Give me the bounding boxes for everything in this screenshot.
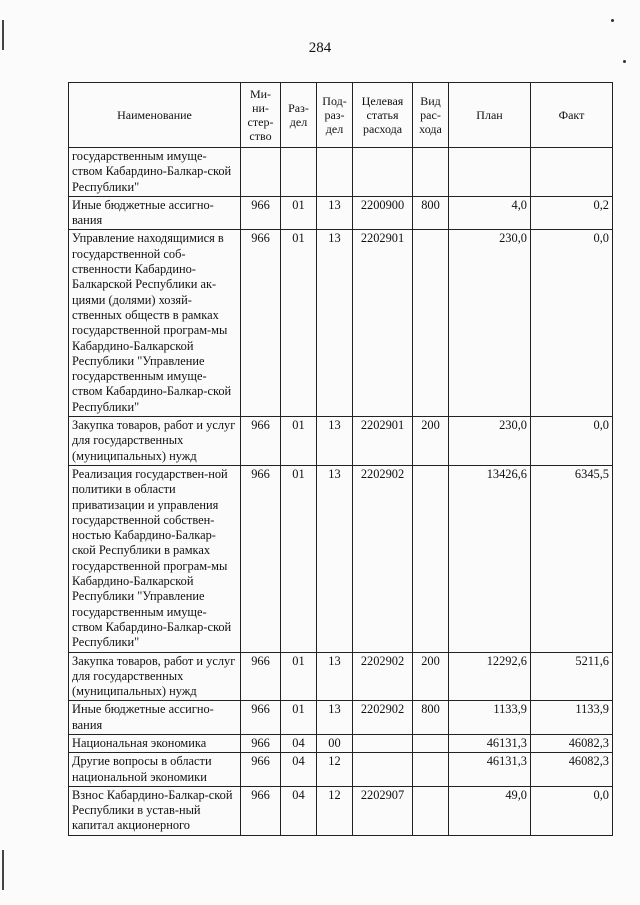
table-row [69,465,613,652]
row-fact: 46082,3 [531,753,613,787]
row-section: 01 [281,465,317,652]
scan-edge-line [2,850,4,890]
header-target: Целевая статья расхода [353,83,413,148]
row-fact: 0,2 [531,196,613,230]
row-plan: 13426,6 [449,465,531,652]
page-number: 284 [308,40,332,56]
row-subsection: 00 [317,734,353,752]
table-row [69,652,613,701]
row-name: Управление находящимися в государственной соб-ственности Кабардино-Балкарской Республики ак-циями (долями) хозяй-ственных обществ в рамках государственной програм-мы Кабардино-Балкарской Республики "Управление государственным имуще-ством Кабардино-Балкар-ской Республики" [69,230,241,417]
row-type [413,734,449,752]
row-fact: 46082,3 [531,734,613,752]
row-plan: 230,0 [449,230,531,417]
row-target: 2200900 [353,196,413,230]
scan-speck [611,19,614,22]
header-type: Вид рас-хода [413,83,449,148]
row-name: Другие вопросы в области национальной экономики [69,753,241,787]
row-subsection: 13 [317,701,353,735]
row-subsection: 13 [317,230,353,417]
row-ministry: 966 [241,652,281,701]
row-type [413,230,449,417]
row-section: 01 [281,417,317,466]
row-target [353,148,413,197]
row-ministry: 966 [241,417,281,466]
row-name: Иные бюджетные ассигно-вания [69,701,241,735]
row-target: 2202902 [353,465,413,652]
row-type [413,465,449,652]
row-name: государственным имуще-ством Кабардино-Балкар-ской Республики" [69,148,241,197]
row-plan [449,148,531,197]
row-section [281,148,317,197]
row-plan: 4,0 [449,196,531,230]
row-type [413,753,449,787]
row-fact [531,148,613,197]
row-type: 800 [413,701,449,735]
row-type [413,148,449,197]
row-section: 04 [281,786,317,835]
budget-table [68,82,613,836]
row-fact: 6345,5 [531,465,613,652]
table-row [69,230,613,417]
table-row [69,148,613,197]
row-name: Закупка товаров, работ и услуг для государственных (муниципальных) нужд [69,417,241,466]
row-section: 01 [281,701,317,735]
row-ministry: 966 [241,734,281,752]
row-type: 200 [413,652,449,701]
scan-edge-line [2,20,4,50]
row-ministry: 966 [241,786,281,835]
row-plan: 49,0 [449,786,531,835]
table-row [69,734,613,752]
row-plan: 46131,3 [449,753,531,787]
table-row [69,786,613,835]
row-name: Закупка товаров, работ и услуг для государственных (муниципальных) нужд [69,652,241,701]
row-name: Взнос Кабардино-Балкар-ской Республики в устав-ный капитал акционерного [69,786,241,835]
row-name: Реализация государствен-ной политики в области приватизации и управления государственной собствен-ностью Кабардино-Балкар-ской Республики в рамках государственной програм-мы Кабардино-Балкарской Республики "Управление государственным имуще-ством Кабардино-Балкар-ской Республики" [69,465,241,652]
row-section: 04 [281,753,317,787]
row-fact: 5211,6 [531,652,613,701]
row-target [353,734,413,752]
header-subsection: Под-раз-дел [317,83,353,148]
row-fact: 0,0 [531,230,613,417]
row-ministry: 966 [241,465,281,652]
row-subsection: 13 [317,196,353,230]
row-target: 2202901 [353,230,413,417]
row-name: Иные бюджетные ассигно-вания [69,196,241,230]
row-target: 2202901 [353,417,413,466]
row-subsection: 12 [317,786,353,835]
row-section: 04 [281,734,317,752]
row-fact: 1133,9 [531,701,613,735]
row-type [413,786,449,835]
row-subsection: 13 [317,417,353,466]
row-plan: 12292,6 [449,652,531,701]
header-plan: План [449,83,531,148]
header-ministry: Ми-ни-стер-ство [241,83,281,148]
row-plan: 1133,9 [449,701,531,735]
table-row [69,417,613,466]
row-type: 200 [413,417,449,466]
header-fact: Факт [531,83,613,148]
row-section: 01 [281,196,317,230]
row-subsection: 13 [317,652,353,701]
row-ministry: 966 [241,196,281,230]
row-ministry: 966 [241,230,281,417]
table-row [69,701,613,735]
row-target: 2202902 [353,701,413,735]
row-section: 01 [281,230,317,417]
row-name: Национальная экономика [69,734,241,752]
row-plan: 46131,3 [449,734,531,752]
row-subsection: 13 [317,465,353,652]
table-header-row [69,83,613,148]
row-fact: 0,0 [531,786,613,835]
row-plan: 230,0 [449,417,531,466]
row-ministry [241,148,281,197]
row-type: 800 [413,196,449,230]
table-row [69,196,613,230]
scan-speck [623,60,626,63]
row-subsection: 12 [317,753,353,787]
row-subsection [317,148,353,197]
row-section: 01 [281,652,317,701]
row-ministry: 966 [241,701,281,735]
header-name: Наименование [69,83,241,148]
row-target: 2202902 [353,652,413,701]
row-ministry: 966 [241,753,281,787]
row-fact: 0,0 [531,417,613,466]
table-row [69,753,613,787]
header-section: Раз-дел [281,83,317,148]
row-target [353,753,413,787]
row-target: 2202907 [353,786,413,835]
